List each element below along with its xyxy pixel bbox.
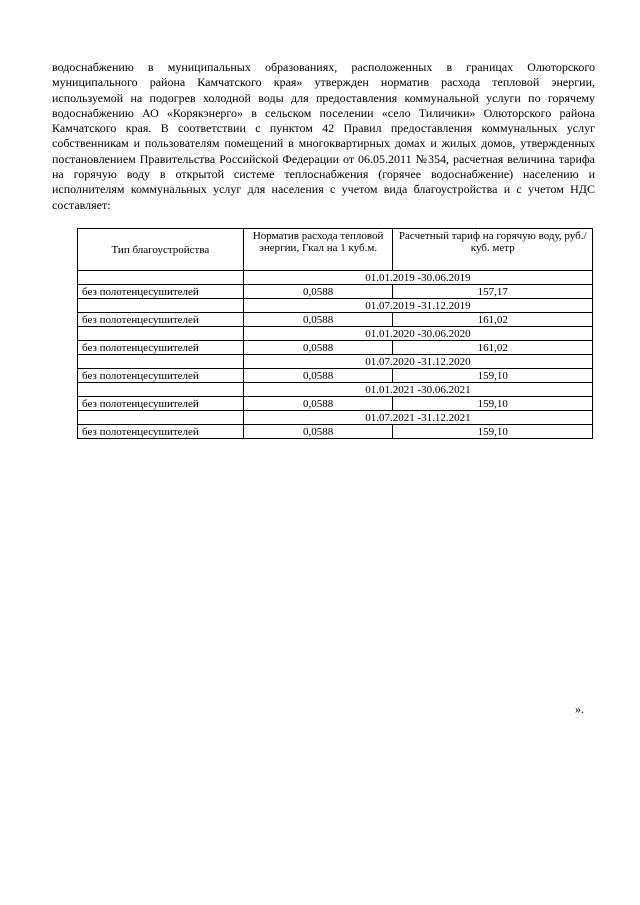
period-label: 01.07.2021 -31.12.2021	[243, 411, 592, 425]
norm-cell: 0,0588	[243, 425, 393, 439]
tariff-cell: 157,17	[393, 285, 593, 299]
header-tariff: Расчетный тариф на горячую воду, руб./куб. метр	[393, 229, 593, 271]
tariff-cell: 159,10	[393, 397, 593, 411]
type-cell: без полотенцесушителей	[78, 425, 244, 439]
period-spacer	[78, 411, 244, 425]
norm-cell: 0,0588	[243, 313, 393, 327]
period-spacer	[78, 327, 244, 341]
table-row	[78, 313, 593, 327]
header-type: Тип благоустройства	[78, 229, 244, 271]
tariff-cell: 161,02	[393, 341, 593, 355]
period-spacer	[78, 383, 244, 397]
table-row	[78, 341, 593, 355]
period-spacer	[78, 355, 244, 369]
type-cell: без полотенцесушителей	[78, 397, 244, 411]
period-spacer	[78, 271, 244, 285]
tariff-cell: 159,10	[393, 425, 593, 439]
table-row	[78, 369, 593, 383]
period-row	[78, 271, 593, 285]
norm-cell: 0,0588	[243, 285, 393, 299]
intro-paragraph: водоснабжению в муниципальных образованиях, расположенных в границах Олюторского муниципального района Камчатского края» утвержден норматив расхода тепловой энергии, используемой на подогрев холодной воды для предоставления коммунальной услуги по горячему водоснабжению АО «Корякэнерго» в сельском поселении «село Тиличики» Олюторского района Камчатского края. В соответствии с пунктом 42 Правил предоставления коммунальных услуг собственникам и пользователям помещений в многоквартирных домах и жилых домов, утвержденных постановлением Правительства Российской Федерации от 06.05.2011 №354, расчетная величина тарифа на горячую воду в открытой системе теплоснабжения (горячее водоснабжение) населению и исполнителям коммунальных услуг для населения с учетом вида благоустройства и с учетом НДС составляет:	[52, 60, 595, 212]
type-cell: без полотенцесушителей	[78, 369, 244, 383]
norm-cell: 0,0588	[243, 341, 393, 355]
table-row	[78, 397, 593, 411]
type-cell: без полотенцесушителей	[78, 341, 244, 355]
period-row	[78, 411, 593, 425]
norm-cell: 0,0588	[243, 397, 393, 411]
table-row	[78, 425, 593, 439]
table-header-row	[78, 229, 593, 271]
header-norm: Норматив расхода тепловой энергии, Гкал на 1 куб.м.	[243, 229, 393, 271]
tariff-table	[77, 228, 593, 439]
period-row	[78, 299, 593, 313]
table-row	[78, 285, 593, 299]
type-cell: без полотенцесушителей	[78, 285, 244, 299]
norm-cell: 0,0588	[243, 369, 393, 383]
period-row	[78, 383, 593, 397]
tariff-cell: 159,10	[393, 369, 593, 383]
period-row	[78, 327, 593, 341]
tariff-cell: 161,02	[393, 313, 593, 327]
period-label: 01.01.2020 -30.06.2020	[243, 327, 592, 341]
period-label: 01.07.2019 -31.12.2019	[243, 299, 592, 313]
type-cell: без полотенцесушителей	[78, 313, 244, 327]
period-label: 01.07.2020 -31.12.2020	[243, 355, 592, 369]
closing-quote: ».	[575, 702, 584, 716]
period-spacer	[78, 299, 244, 313]
period-label: 01.01.2019 -30.06.2019	[243, 271, 592, 285]
period-row	[78, 355, 593, 369]
period-label: 01.01.2021 -30.06.2021	[243, 383, 592, 397]
